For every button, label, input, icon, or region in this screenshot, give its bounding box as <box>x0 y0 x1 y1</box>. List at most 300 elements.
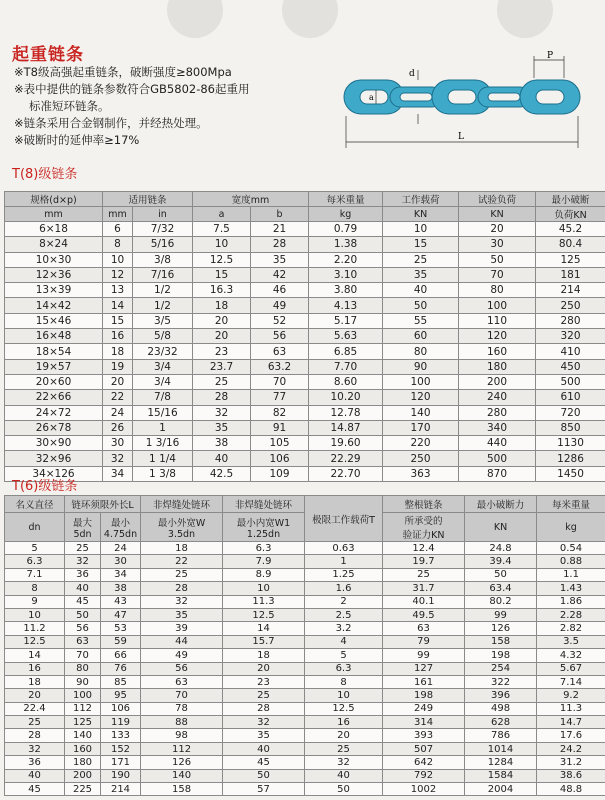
table-cell: 24.2 <box>537 742 605 755</box>
table-cell: 125 <box>536 252 605 267</box>
table-cell: 16 <box>305 716 383 729</box>
table-cell: 14 <box>223 622 305 635</box>
table-cell: 14×42 <box>5 298 103 313</box>
table-cell: 5 <box>305 649 383 662</box>
table-cell: 214 <box>101 783 141 796</box>
unit: KN <box>465 513 537 542</box>
table-cell: 340 <box>459 420 536 435</box>
table-cell: 23 <box>223 675 305 688</box>
table-cell: 6×18 <box>5 222 103 237</box>
table-cell: 450 <box>536 359 605 374</box>
table-cell: 28 <box>141 582 223 595</box>
table-cell: 24.8 <box>465 542 537 555</box>
table-cell: 40 <box>223 742 305 755</box>
table-cell: 22 <box>141 555 223 568</box>
table-cell: 396 <box>465 689 537 702</box>
table-cell: 82 <box>251 405 309 420</box>
table-cell: 12 <box>103 267 133 282</box>
feature-item: 标准短环链条。 <box>29 99 110 113</box>
table-row <box>5 635 605 648</box>
col-inner-width: 非焊缝处链环 <box>223 496 305 513</box>
table-cell: 99 <box>465 608 537 621</box>
col-workload: 工作载荷 <box>383 192 459 207</box>
table-cell: 170 <box>383 420 459 435</box>
table-cell: 35 <box>141 608 223 621</box>
table-row <box>5 466 605 481</box>
table-cell: 2.28 <box>537 608 605 621</box>
table-cell: 363 <box>383 466 459 481</box>
table-cell: 22 <box>103 390 133 405</box>
table-cell: 1286 <box>536 451 605 466</box>
table-cell: 786 <box>465 729 537 742</box>
col-chain: 适用链条 <box>103 192 193 207</box>
table-cell: 110 <box>459 313 536 328</box>
table-cell: 15.7 <box>223 635 305 648</box>
table-row <box>5 374 605 389</box>
table-cell: 2 <box>305 595 383 608</box>
table-cell: 152 <box>101 742 141 755</box>
table-cell: 1.6 <box>305 582 383 595</box>
table-cell: 38 <box>193 436 251 451</box>
table-cell: 57 <box>223 783 305 796</box>
table-cell: 80 <box>459 283 536 298</box>
table-cell: 6.3 <box>305 662 383 675</box>
table-cell: 16.3 <box>193 283 251 298</box>
table-cell: 3/4 <box>133 359 193 374</box>
table-cell: 11.2 <box>5 622 65 635</box>
table-cell: 200 <box>459 374 536 389</box>
table-row <box>5 313 605 328</box>
table-cell: 30 <box>103 436 133 451</box>
table-cell: 18 <box>141 542 223 555</box>
table-cell: 26×78 <box>5 420 103 435</box>
table-cell: 80 <box>65 662 101 675</box>
table-cell: 250 <box>383 451 459 466</box>
table-row <box>5 568 605 581</box>
table-cell: 12.5 <box>5 635 65 648</box>
table-cell: 49.5 <box>383 608 465 621</box>
table-cell: 10 <box>193 237 251 252</box>
table-cell: 34 <box>101 568 141 581</box>
table-cell: 56 <box>65 622 101 635</box>
table-cell: 4.32 <box>537 649 605 662</box>
table-cell: 106 <box>101 702 141 715</box>
table-cell: 250 <box>536 298 605 313</box>
table-cell: 78 <box>141 702 223 715</box>
table-cell: 59 <box>101 635 141 648</box>
table-row <box>5 329 605 344</box>
table-cell: 5.67 <box>537 662 605 675</box>
table-cell: 140 <box>65 729 101 742</box>
table-cell: 47 <box>101 608 141 621</box>
table-cell: 7/32 <box>133 222 193 237</box>
table-cell: 8.9 <box>223 568 305 581</box>
table-cell: 14 <box>103 298 133 313</box>
table-cell: 32 <box>65 555 101 568</box>
table-cell: 63 <box>141 675 223 688</box>
table-row <box>5 298 605 313</box>
table-cell: 11.3 <box>537 702 605 715</box>
table-cell: 254 <box>465 662 537 675</box>
table-cell: 133 <box>101 729 141 742</box>
table-cell: 50 <box>383 298 459 313</box>
table-row <box>5 783 605 796</box>
table-cell: 628 <box>465 716 537 729</box>
table-cell: 220 <box>383 436 459 451</box>
table2-title: T(6)级链条 <box>12 479 78 494</box>
table-cell: 13×39 <box>5 283 103 298</box>
table-cell: 18×54 <box>5 344 103 359</box>
table-cell: 34×126 <box>5 466 103 481</box>
table-row <box>5 756 605 769</box>
table-row <box>5 702 605 715</box>
col-width: 宽度mm <box>193 192 309 207</box>
table-cell: 32 <box>193 405 251 420</box>
table-cell: 99 <box>383 649 465 662</box>
unit: 最小外宽W 3.5dn <box>141 513 223 542</box>
table-cell: 45 <box>65 595 101 608</box>
table-cell: 3/4 <box>133 374 193 389</box>
table-cell: 20 <box>193 329 251 344</box>
table-row <box>5 742 605 755</box>
table-cell: 32×96 <box>5 451 103 466</box>
table-cell: 100 <box>459 298 536 313</box>
table-cell: 36 <box>5 756 65 769</box>
table-cell: 410 <box>536 344 605 359</box>
table-cell: 40.1 <box>383 595 465 608</box>
table-cell: 16 <box>5 662 65 675</box>
table-cell: 42.5 <box>193 466 251 481</box>
table-cell: 50 <box>223 769 305 782</box>
table-row <box>5 283 605 298</box>
table-cell: 35 <box>251 252 309 267</box>
table-cell: 2.5 <box>305 608 383 621</box>
table-cell: 507 <box>383 742 465 755</box>
table-cell: 3.2 <box>305 622 383 635</box>
table-cell: 119 <box>101 716 141 729</box>
table-cell: 314 <box>383 716 465 729</box>
table-cell: 23 <box>193 344 251 359</box>
unit: KN <box>459 207 536 222</box>
table-row <box>5 555 605 568</box>
table-cell: 3/5 <box>133 313 193 328</box>
table-cell: 5 <box>5 542 65 555</box>
table-cell: 198 <box>383 689 465 702</box>
table-cell: 25 <box>141 568 223 581</box>
table-cell: 39 <box>141 622 223 635</box>
table-cell: 32 <box>223 716 305 729</box>
table-cell: 70 <box>251 374 309 389</box>
table-cell: 8 <box>5 582 65 595</box>
table-row <box>5 451 605 466</box>
table-cell: 40 <box>65 582 101 595</box>
table-cell: 720 <box>536 405 605 420</box>
table-cell: 79 <box>383 635 465 648</box>
table-cell: 20 <box>103 374 133 389</box>
table-cell: 393 <box>383 729 465 742</box>
table-cell: 20 <box>459 222 536 237</box>
table-cell: 60 <box>383 329 459 344</box>
table-cell: 200 <box>65 769 101 782</box>
col-spec: 规格(d×p) <box>5 192 103 207</box>
unit: mm <box>5 207 103 222</box>
col-weight: 每米重量 <box>537 496 605 513</box>
table-cell: 1130 <box>536 436 605 451</box>
table-row <box>5 267 605 282</box>
table-cell: 1450 <box>536 466 605 481</box>
table-cell: 49 <box>251 298 309 313</box>
table-cell: 3.5 <box>537 635 605 648</box>
table-cell: 25 <box>383 568 465 581</box>
table-cell: 15 <box>193 267 251 282</box>
table-cell: 28 <box>223 702 305 715</box>
table-cell: 320 <box>536 329 605 344</box>
unit: KN <box>383 207 459 222</box>
table-cell: 1584 <box>465 769 537 782</box>
length-label: L <box>458 132 464 142</box>
table-cell: 7.14 <box>537 675 605 688</box>
table-cell: 80.2 <box>465 595 537 608</box>
table-cell: 112 <box>141 742 223 755</box>
table-cell: 23/32 <box>133 344 193 359</box>
table-cell: 30 <box>101 555 141 568</box>
table-row <box>5 608 605 621</box>
table-cell: 35 <box>193 420 251 435</box>
table-cell: 500 <box>459 451 536 466</box>
table-cell: 17.6 <box>537 729 605 742</box>
table-cell: 870 <box>459 466 536 481</box>
table-cell: 18 <box>103 344 133 359</box>
table-cell: 1.38 <box>309 237 383 252</box>
table-row <box>5 769 605 782</box>
table-cell: 19.60 <box>309 436 383 451</box>
table-cell: 35 <box>223 729 305 742</box>
table-cell: 22.70 <box>309 466 383 481</box>
table-cell: 3.10 <box>309 267 383 282</box>
table-cell: 1/2 <box>133 283 193 298</box>
table-cell: 0.88 <box>537 555 605 568</box>
table-cell: 198 <box>465 649 537 662</box>
table-cell: 5/16 <box>133 237 193 252</box>
table-cell: 52 <box>251 313 309 328</box>
table-cell: 46 <box>251 283 309 298</box>
table-cell: 34 <box>103 466 133 481</box>
table-cell: 85 <box>101 675 141 688</box>
unit: kg <box>309 207 383 222</box>
table-cell: 1 3/8 <box>133 466 193 481</box>
table-cell: 15×46 <box>5 313 103 328</box>
table-cell: 10 <box>383 222 459 237</box>
feature-item: ※链条采用合金钢制作，并经热处理。 <box>14 116 208 130</box>
table-cell: 1 <box>305 555 383 568</box>
table-cell: 240 <box>459 390 536 405</box>
table-cell: 70 <box>459 267 536 282</box>
table-cell: 6.85 <box>309 344 383 359</box>
table-cell: 8.60 <box>309 374 383 389</box>
table-cell: 1014 <box>465 742 537 755</box>
table-cell: 12.5 <box>193 252 251 267</box>
watermark-logo <box>150 0 240 40</box>
col-testload: 试验负荷 <box>459 192 536 207</box>
unit: 所承受的 验证力KN <box>383 513 465 542</box>
table-cell: 20 <box>193 313 251 328</box>
col-dn: 名义直径 <box>5 496 65 513</box>
feature-item: ※T8级高强起重链条，破断强度≥800Mpa <box>14 65 232 79</box>
table-cell: 43 <box>101 595 141 608</box>
watermark-logo <box>480 0 570 40</box>
table-cell: 0.79 <box>309 222 383 237</box>
table-cell: 18 <box>223 649 305 662</box>
table-cell: 140 <box>383 405 459 420</box>
t6-chain-table <box>4 495 605 796</box>
table-cell: 31.2 <box>537 756 605 769</box>
table-cell: 7.5 <box>193 222 251 237</box>
table-cell: 106 <box>251 451 309 466</box>
table-cell: 160 <box>459 344 536 359</box>
table-row <box>5 649 605 662</box>
unit: b <box>251 207 309 222</box>
table-cell: 40 <box>383 283 459 298</box>
col-breakload: 最小破断 <box>536 192 605 207</box>
table-cell: 8×24 <box>5 237 103 252</box>
table-cell: 40 <box>193 451 251 466</box>
table-cell: 140 <box>141 769 223 782</box>
table-cell: 7/8 <box>133 390 193 405</box>
table-cell: 100 <box>65 689 101 702</box>
col-proof: 整根链条 <box>383 496 465 513</box>
table-cell: 16 <box>103 329 133 344</box>
table-cell: 63 <box>251 344 309 359</box>
table-cell: 38 <box>101 582 141 595</box>
table-cell: 24 <box>103 405 133 420</box>
table-cell: 5.63 <box>309 329 383 344</box>
table-cell: 45.2 <box>536 222 605 237</box>
table-cell: 1.86 <box>537 595 605 608</box>
col-min-break: 最小破断力 <box>465 496 537 513</box>
table-cell: 126 <box>141 756 223 769</box>
table-cell: 13 <box>103 283 133 298</box>
col-length: 链环须限外长L <box>65 496 141 513</box>
table-cell: 45 <box>5 783 65 796</box>
table-cell: 7.9 <box>223 555 305 568</box>
table-row <box>5 420 605 435</box>
table-cell: 1 3/16 <box>133 436 193 451</box>
table-cell: 7/16 <box>133 267 193 282</box>
unit: a <box>193 207 251 222</box>
table-cell: 11.3 <box>223 595 305 608</box>
table-cell: 44 <box>141 635 223 648</box>
table-cell: 22.29 <box>309 451 383 466</box>
unit: kg <box>537 513 605 542</box>
table-cell: 55 <box>383 313 459 328</box>
table-cell: 4 <box>305 635 383 648</box>
table-cell: 249 <box>383 702 465 715</box>
table-cell: 100 <box>383 374 459 389</box>
table-cell: 181 <box>536 267 605 282</box>
page-title: 起重链条 <box>12 45 84 65</box>
table-cell: 49 <box>141 649 223 662</box>
unit: 最小 4.75dn <box>101 513 141 542</box>
table-cell: 22×66 <box>5 390 103 405</box>
table-cell: 0.54 <box>537 542 605 555</box>
table-cell: 36 <box>65 568 101 581</box>
table-cell: 26 <box>103 420 133 435</box>
t8-chain-table <box>4 191 605 482</box>
table-cell: 14 <box>5 649 65 662</box>
unit: 负荷KN <box>536 207 605 222</box>
unit: 最大 5dn <box>65 513 101 542</box>
table-cell: 28 <box>193 390 251 405</box>
table-cell: 280 <box>459 405 536 420</box>
table-cell: 20 <box>5 689 65 702</box>
table-cell: 3.80 <box>309 283 383 298</box>
table-cell: 9 <box>5 595 65 608</box>
table-cell: 1.25 <box>305 568 383 581</box>
table-cell: 90 <box>383 359 459 374</box>
table-cell: 10×30 <box>5 252 103 267</box>
table-cell: 1 1/4 <box>133 451 193 466</box>
table-cell: 28 <box>251 237 309 252</box>
table-cell: 109 <box>251 466 309 481</box>
table-row <box>5 344 605 359</box>
table-row <box>5 405 605 420</box>
table-cell: 25 <box>223 689 305 702</box>
table-cell: 7.1 <box>5 568 65 581</box>
table-row <box>5 729 605 742</box>
table-cell: 2.20 <box>309 252 383 267</box>
table-cell: 112 <box>65 702 101 715</box>
table-cell: 3/8 <box>133 252 193 267</box>
table-row <box>5 252 605 267</box>
table-cell: 40 <box>5 769 65 782</box>
table-cell: 25 <box>383 252 459 267</box>
table-cell: 1.1 <box>537 568 605 581</box>
table-cell: 171 <box>101 756 141 769</box>
table-cell: 25 <box>193 374 251 389</box>
col-weight: 每米重量 <box>309 192 383 207</box>
table-cell: 322 <box>465 675 537 688</box>
table-cell: 42 <box>251 267 309 282</box>
table-cell: 50 <box>459 252 536 267</box>
table-cell: 2.82 <box>537 622 605 635</box>
table-cell: 12×36 <box>5 267 103 282</box>
unit: 最小内宽W1 1.25dn <box>223 513 305 542</box>
unit: dn <box>5 513 65 542</box>
table-cell: 6.3 <box>5 555 65 568</box>
table-cell: 32 <box>5 742 65 755</box>
table-row <box>5 390 605 405</box>
pitch-label: P <box>547 51 554 61</box>
table-cell: 70 <box>141 689 223 702</box>
table-cell: 12.5 <box>305 702 383 715</box>
table-cell: 25 <box>65 542 101 555</box>
table-cell: 642 <box>383 756 465 769</box>
table-cell: 91 <box>251 420 309 435</box>
table-cell: 95 <box>101 689 141 702</box>
table-cell: 21 <box>251 222 309 237</box>
table-cell: 126 <box>465 622 537 635</box>
table-cell: 76 <box>101 662 141 675</box>
table-cell: 14.7 <box>537 716 605 729</box>
table-cell: 10 <box>305 689 383 702</box>
table-cell: 1284 <box>465 756 537 769</box>
table-cell: 56 <box>251 329 309 344</box>
table-cell: 50 <box>465 568 537 581</box>
table-row <box>5 359 605 374</box>
table-row <box>5 436 605 451</box>
table-cell: 70 <box>65 649 101 662</box>
table-cell: 6.3 <box>223 542 305 555</box>
